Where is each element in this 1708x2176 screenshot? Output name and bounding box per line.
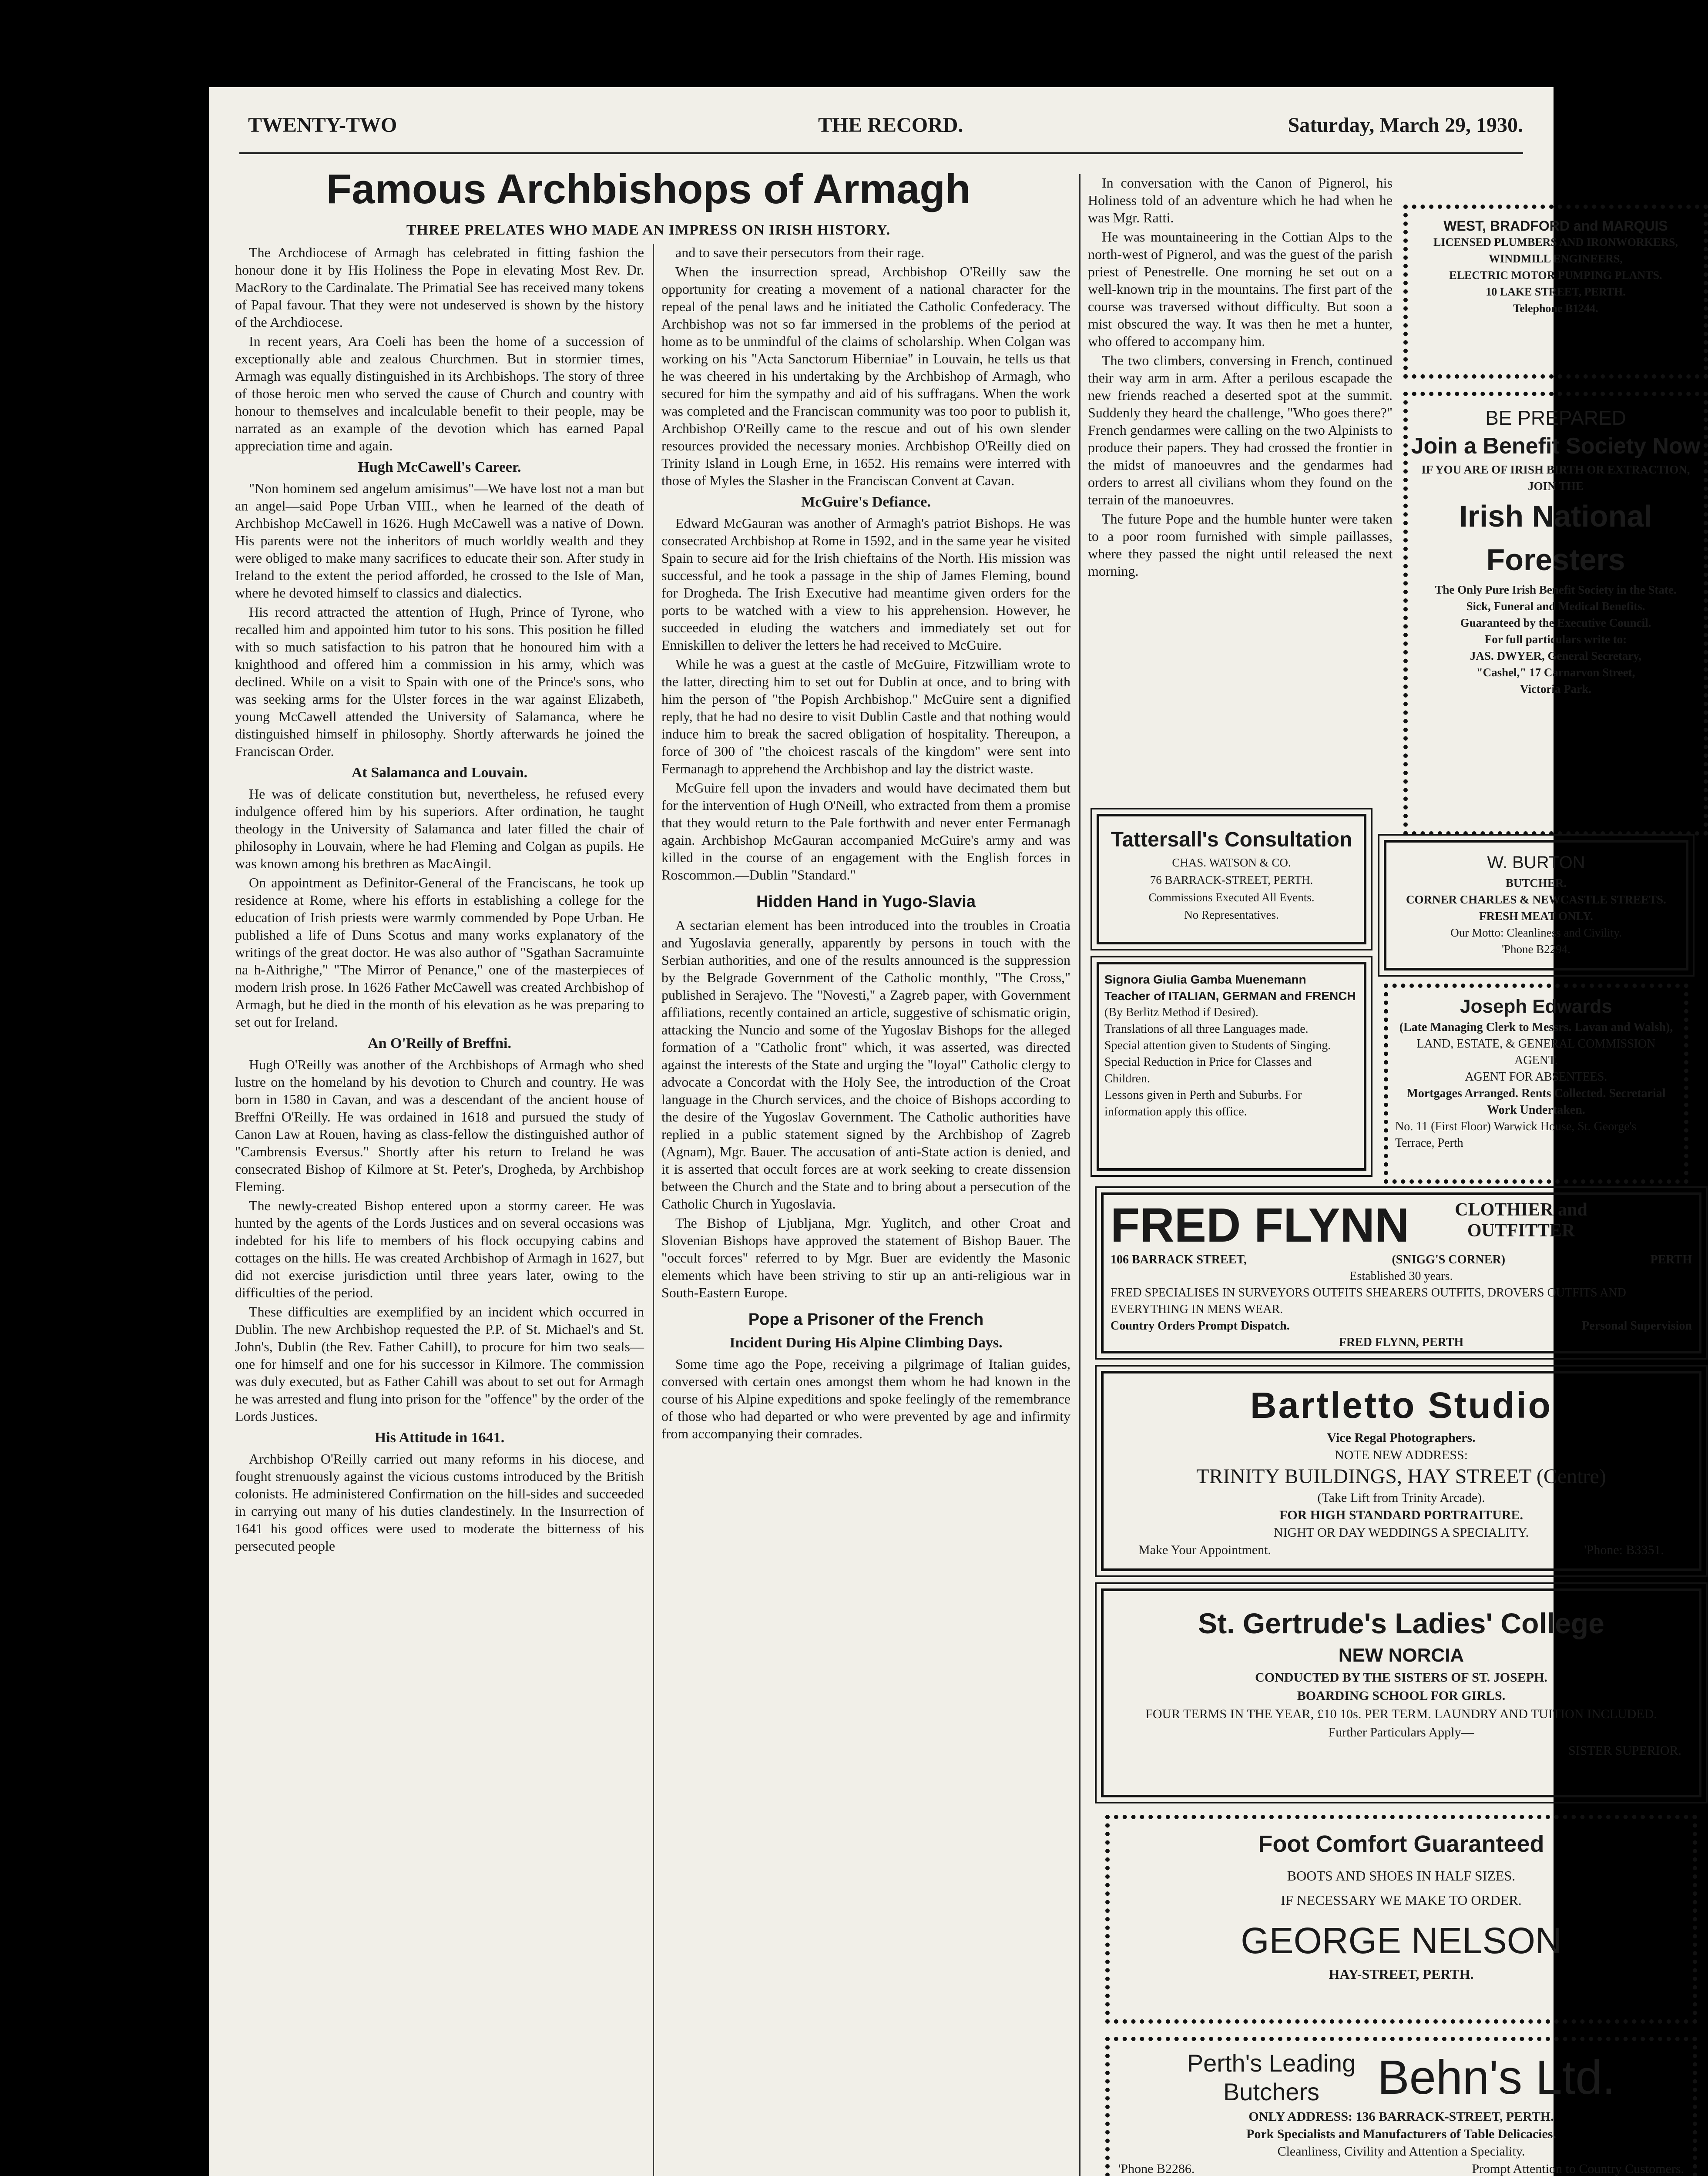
ad-west-bradford: WEST, BRADFORD and MARQUIS LICENSED PLUMBERS AND IRONWORKERS, WINDMILL ENGINEERS, ELECTRIC MOTOR PUMPING PLANTS. 10 LAKE STREET, PERTH. Telephone B1244.	[1403, 205, 1708, 379]
subheading: His Attitude in 1641.	[374, 1430, 505, 1446]
subheading: Hugh McCawell's Career.	[358, 459, 521, 475]
paragraph: While he was a guest at the castle of McGuire, Fitzwilliam wrote to the latter, directing him to set out for Dublin at once, and to bring with him the person of "the Popish Archbishop." McGuire sent a dignified reply, that he had no desire to visit Dublin Castle and that nothing would induce him to break the sacred obligation of hospitality. Thereupon, a force of 300 of "the choicest rascals of the kingdom" were sent into Fermanagh to apprehend the Archbishop and lay the district waste.	[661, 656, 1070, 776]
paragraph: "Non hominem sed angelum amisimus"—We have lost not a man but an angel—said Pope Urban VIII., when he learned of the death of Archbishop McCawell in 1626. Hugh McCawell was a native of Down. His parents were not the inheritors of much worldly wealth and they were obliged to make many sacrifices to educate their son. After study in Ireland to the extent the period afforded, he crossed to the Isle of Man, where he devoted himself to classics and dialectics.	[235, 480, 644, 601]
paragraph: The Bishop of Ljubljana, Mgr. Yuglitch, and other Croat and Slovenian Bishops have approved the statement of Bishop Bauer. The "occult forces" referred to by Mgr. Buer are evidently the Masonic elements which have been striving to stir up an anti-religious war in South-Eastern Europe.	[661, 1215, 1070, 1300]
column-divider	[653, 244, 654, 2176]
ad-st-gertrudes-college: St. Gertrude's Ladies' College NEW NORCIA CONDUCTED BY THE SISTERS OF ST. JOSEPH. BOARDING SCHOOL FOR GIRLS. FOUR TERMS IN THE YEAR, £10 10s. PER TERM. LAUNDRY AND TUITION INCLUDED. Further Particulars Apply— SISTER SUPERIOR.	[1101, 1588, 1701, 1797]
ad-joseph-edwards: Joseph Edwards (Late Managing Clerk to Messrs. Lavan and Walsh), LAND, ESTATE, & GENERAL COMMISSION AGENT. AGENT FOR ABSENTEES. Mortgages Arranged. Rents Collected. Secretarial Work Undertaken. No. 11 (First Floor) Warwick House, St. George's Terrace, Perth	[1384, 984, 1688, 1184]
article-3-headline: Pope a Prisoner of the French	[748, 1310, 984, 1329]
ad-fred-flynn: FRED FLYNN CLOTHIER and OUTFITTER 106 BARRACK STREET, (SNIGG'S CORNER) PERTH Established 30 years. FRED SPECIALISES IN SURVEYORS OUTFITS SHEARERS OUTFITS, DROVERS OUTFITS AND EVERYTHING IN MENS WEAR. Country Orders Prompt Dispatch. Personal Supervision FRED FLYNN, PERTH	[1101, 1192, 1701, 1353]
paragraph: On appointment as Definitor-General of the Franciscans, he took up residence at Rome, where his efforts in establishing a college for the education of Irish priests were warmly commended by Pope Urban. He published a life of Duns Scotus and many works explanatory of the writings of the great doctor. He was also author of "Sgathan Sacramuinte na h-Aithrighe," "The Mirror of Penance," one of the masterpieces of modern Irish prose. In 1626 Father McCawell was created Archbishop of Armagh, but he died in the month of his elevation as he was preparing to set out for Ireland.	[235, 875, 644, 1030]
paragraph: The two climbers, conversing in French, continued their way arm in arm. After a perilous escapade the new friends reached a deserted spot at the summit. Suddenly they heard the challenge, "Who goes there?" French gendarmes were calling on the two Alpinists to produce their papers. They had crossed the frontier in the midst of manoeuvres and the gendarmes had orders to arrest all civilians whom they found on the terrain of the manoeuvres.	[1088, 353, 1393, 507]
paragraph: In conversation with the Canon of Pignerol, his Holiness told of an adventure which he had when he was Mgr. Ratti.	[1088, 175, 1393, 225]
paragraph: and to save their persecutors from their rage.	[675, 245, 925, 260]
paragraph: He was of delicate constitution but, nevertheless, he refused every indulgence offered him by his superiors. After ordination, he taught theology in the University of Salamanca and later filled the chair of philosophy in Louvain, where he had Fleming and Colgan as pupils. He was known among his brethren as MacAingil.	[235, 786, 644, 871]
page-header	[248, 113, 1523, 144]
newspaper-page	[209, 87, 1701, 2176]
ad-tattersalls-consultation: Tattersall's Consultation CHAS. WATSON & CO. 76 BARRACK-STREET, PERTH. Commissions Executed All Events. No Representatives.	[1097, 814, 1366, 944]
ad-behns-ltd: Perth's Leading Butchers Behn's Ltd. ONLY ADDRESS: 136 BARRACK-STREET, PERTH. Pork Specialists and Manufacturers of Table Delicacies. Cleanliness, Civility and Attention a Speciality. 'Phone B2286. Prompt Attention to Country Customers.	[1105, 2037, 1697, 2176]
paragraph: Archbishop O'Reilly carried out many reforms in his diocese, and fought strenuously against the vicious customs introduced by the British colonists. He administered Confirmation on the hill-sides and succeeded in carrying out many of his duties clandestinely. In the Insurrection of 1641 his good offices were used to moderate the bitterness of his persecuted people	[235, 1451, 644, 1554]
subheading: An O'Reilly of Breffni.	[368, 1035, 511, 1051]
ad-bartletto-studio: Bartletto Studio Vice Regal Photographers. NOTE NEW ADDRESS: TRINITY BUILDINGS, HAY STREET (Centre) (Take Lift from Trinity Arcade). FOR HIGH STANDARD PORTRAITURE. NIGHT OR DAY WEDDINGS A SPECIALITY. Make Your Appointment. 'Phone: B3351.	[1101, 1371, 1701, 1571]
paragraph: A sectarian element has been introduced into the troubles in Croatia and Yugoslavia generally, apparently by persons in touch with the Serbian authorities, and one of the results announced is the suppression by the Belgrade Government of the Catholic monthly, "The Cross," published in Serajevo. The "Novesti," a Zagreb paper, with Government affiliations, recently contained an article, suggestive of schismatic origin, attacking the Nuncio and some of the Yugoslav Bishops for the alleged formation of a "Catholic front" which, it was asserted, was directed against the interests of the State and urging the "loyal" Catholic clergy to advocate a Concordat with the Holy See, the introduction of the Croat language in the Church services, and the choice of Bishops according to the desire of the Yugoslav Government. The Catholic authorities have replied in a public statement signed by the Archbishop of Zagreb (Agnam), Mgr. Bauer. The accusation of anti-State action is denied, and it is asserted that occult forces are at work seeking to create dissension between the Church and the State and to bring about a persecution of the Catholic Church in Yugoslavia.	[661, 917, 1070, 1212]
ad-w-burton: W. BURTON BUTCHER. CORNER CHARLES & NEWCASTLE STREETS. FRESH MEAT ONLY. Our Motto: Cleanliness and Civility. 'Phone B2294.	[1384, 840, 1688, 970]
paragraph: Some time ago the Pope, receiving a pilgrimage of Italian guides, conversed with certain ones amongst them whom he had known in the course of his Alpine expeditions and spoke feelingly of the remembrance of those who had departed or who were prevented by age and infirmity from accompanying their comrades.	[661, 1356, 1070, 1441]
issue-date: Saturday, March 29, 1930.	[1288, 114, 1523, 137]
article-deck: THREE PRELATES WHO MADE AN IMPRESS ON IRISH HISTORY.	[406, 222, 891, 238]
page-number: TWENTY-TWO	[248, 114, 397, 137]
paragraph: The newly-created Bishop entered upon a stormy career. He was hunted by the agents of the Lords Justices and on several occasions was indebted for his life to members of his flock occupying cabins and cottages on the hills. He was created Archbishop of Armagh in 1627, but did not exercise jurisdiction until three years later, owing to the difficulties of the period.	[235, 1198, 644, 1300]
paragraph: In recent years, Ara Coeli has been the home of a succession of exceptionally able and zealous Churchmen. But in stormier times, Armagh was equally distinguished in its Archbishops. The story of three of those heroic men who served the cause of Church and country with honour to themselves and incalculable benefit to their people, may be narrated as an example of the devotion which has earned Papal appreciation time and again.	[235, 333, 644, 453]
article-2-headline: Hidden Hand in Yugo-Slavia	[756, 893, 976, 911]
paragraph: He was mountaineering in the Cottian Alps to the north-west of Pignerol, and was the guest of the parish priest of Penestrelle. One morning he set out on a well-known trip in the mountains. The first part of the course was traversed without difficulty. But soon a mist obscured the way. It was then he met a hunter, who offered to accompany him.	[1088, 229, 1393, 349]
header-rule	[239, 152, 1523, 154]
subheading: At Salamanca and Louvain.	[351, 765, 528, 781]
paragraph: Edward McGauran was another of Armagh's patriot Bishops. He was consecrated Archbishop at Rome in 1592, and in the same year he visited Spain to secure aid for the Irish chieftains of the North. His mission was successful, and he took a passage in the ship of James Fleming, bound for Drogheda. The Irish Executive had meantime given orders for the ports to be watched with a view to his apprehension. However, he succeeded in eluding the watchers and immediately set out for Enniskillen to deliver the letters he had received to McGuire.	[661, 515, 1070, 653]
paragraph: The future Pope and the humble hunter were taken to a poor room furnished with simple paillasses, where they passed the night until released the next morning.	[1088, 511, 1393, 579]
ad-george-nelson: Foot Comfort Guaranteed BOOTS AND SHOES IN HALF SIZES. IF NECESSARY WE MAKE TO ORDER. GEORGE NELSON HAY-STREET, PERTH.	[1105, 1815, 1697, 2024]
paragraph: When the insurrection spread, Archbishop O'Reilly saw the opportunity for creating a movement of a national character for the repeal of the penal laws and he initiated the Catholic Confederacy. The Archbishop was not so far immersed in the problems of the period at home as to be unmindful of the claims of scholarship. When Colgan was working on his "Acta Sanctorum Hiberniae" in Louvain, he tells us that he was cheered in his undertaking by the Archbishop of Armagh, who secured for him the sympathy and aid of his suffragans. When the work was completed and the Franciscan community was too poor to publish it, Archbishop O'Reilly came to the rescue and out of his own slender resources provided the necessary monies. Archbishop O'Reilly died on Trinity Island in Lough Erne, in 1652. His remains were interred with those of Myles the Slasher in the Franciscan Convent at Cavan.	[661, 264, 1070, 488]
article-3-deck: Incident During His Alpine Climbing Days.	[729, 1335, 1003, 1351]
masthead: THE RECORD.	[818, 114, 963, 137]
column-1	[235, 244, 644, 2176]
paragraph: McGuire fell upon the invaders and would have decimated them but for the intervention of Hugh O'Neill, who extracted from them a promise that they would return to the Pale forthwith and never enter Fermanagh again. Archbishop McGauran accompanied McGuire's army and was killed in the course of an engagement with the English forces in Roscommon.—Dublin "Standard."	[661, 780, 1070, 883]
paragraph: His record attracted the attention of Hugh, Prince of Tyrone, who recalled him and appointed him tutor to his sons. This position he filled with so much satisfaction to his patron that he honoured him with a knighthood and offered him a commission in his army, which was declined. While on a visit to Spain with one of the Prince's sons, who was seeking arms for the Ulster forces in the war against Elizabeth, young McCawell attended the University of Salamanca, where he distinguished himself in philosophy. Shortly afterwards he joined the Franciscan Order.	[235, 604, 644, 759]
column-3	[1088, 174, 1393, 801]
article-headline: Famous Archbishops of Armagh	[326, 166, 971, 212]
paragraph: The Archdiocese of Armagh has celebrated in fitting fashion the honour done it by His Holiness the Pope in elevating Most Rev. Dr. MacRory to the Cardinalate. The Primatial See has received many tokens of Papal favour. That they were not undeserved is shown by the history of the Archdiocese.	[235, 245, 644, 330]
column-divider	[1079, 174, 1081, 2176]
ad-signora-muenemann: Signora Giulia Gamba Muenemann Teacher of ITALIAN, GERMAN and FRENCH (By Berlitz Method if Desired). Translations of all three Languages made. Special attention given to Students of Singing. Special Reduction in Price for Classes and Children. Lessons given in Perth and Suburbs. For information apply this office.	[1097, 962, 1366, 1171]
ad-irish-national-foresters: BE PREPARED Join a Benefit Society Now IF YOU ARE OF IRISH BIRTH OR EXTRACTION, JOIN THE Irish National Foresters The Only Pure Irish Benefit Society in the State. Sick, Funeral and Medical Benefits. Guaranteed by the Executive Council. For full particulars write to: JAS. DWYER, General Secretary, "Cashel," 17 Carnarvon Street, Victoria Park.	[1403, 392, 1708, 836]
paragraph: These difficulties are exemplified by an incident which occurred in Dublin. The new Archbishop requested the P.P. of St. Michael's and St. John's, Dublin (the Rev. Father Cahill), to procure for him two seals—one for himself and one for his successor in Kilmore. The commission was duly executed, but as Father Cahill was about to set out for Armagh he was arrested and flung into prison for the "offence" by the order of the Lords Justices.	[235, 1304, 644, 1424]
column-2	[661, 244, 1070, 2176]
paragraph: Hugh O'Reilly was another of the Archbishops of Armagh who shed lustre on the homeland by his devotion to Church and country. He was born in 1580 in Cavan, and was a descendant of the ancient house of Breffni O'Reilly. He was ordained in 1618 and pursued the study of Canon Law at Rouen, having as class-fellow the distinguished author of "Cambrensis Eversus." Shortly after his return to Ireland he was consecrated Bishop of Kilmore at St. Peter's, Drogheda, by Archbishop Fleming.	[235, 1057, 644, 1194]
subheading: McGuire's Defiance.	[801, 494, 931, 510]
